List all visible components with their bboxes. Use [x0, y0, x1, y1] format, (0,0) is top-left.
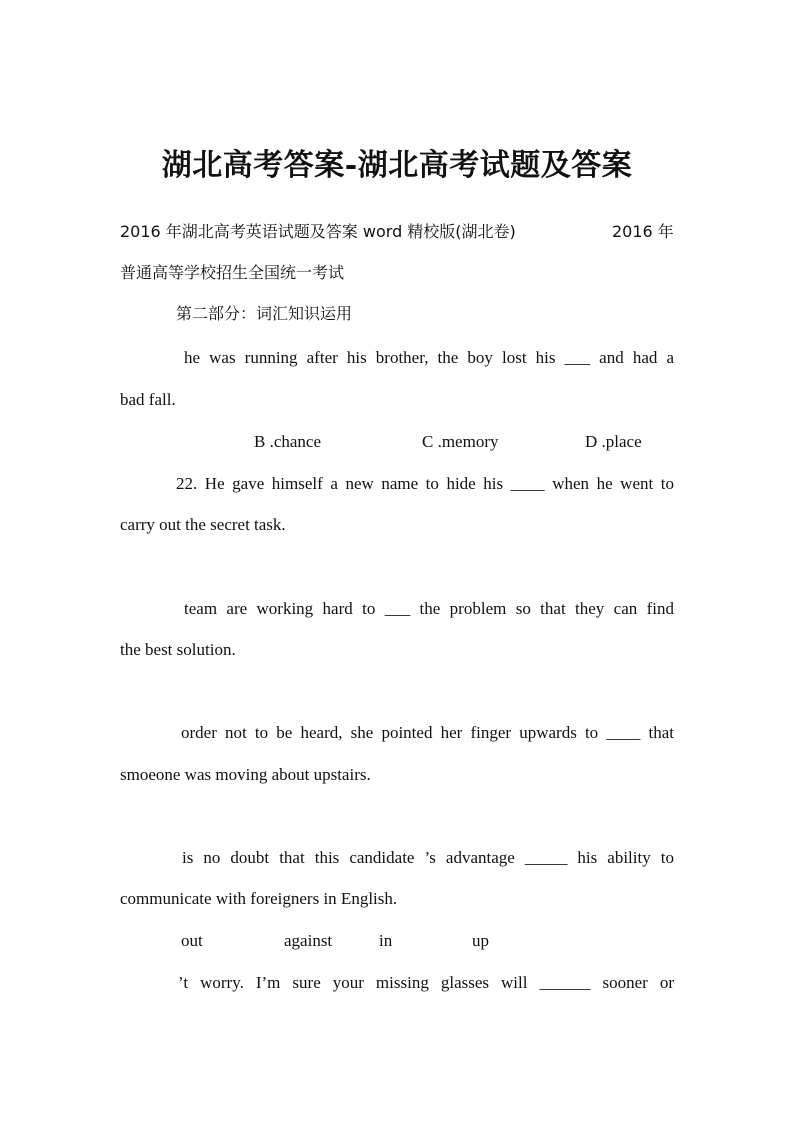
question-text: he was running after his brother, the boy lost his ___ and had a	[184, 348, 674, 367]
option-b: against	[284, 931, 333, 950]
option-d: D .place	[585, 432, 642, 451]
option-d: up	[472, 931, 489, 950]
question-text-continued: the best solution.	[120, 640, 236, 659]
question-text-continued: communicate with foreigners in English.	[120, 889, 398, 908]
question-text-continued: smoeone was moving about upstairs.	[120, 765, 371, 784]
question-text-continued: carry out the secret task.	[120, 515, 286, 534]
question-text: 22. He gave himself a new name to hide his ____ when he went to	[176, 474, 674, 493]
intro-line-1: 2016 年湖北高考英语试题及答案 word 精校版(湖北卷)	[120, 222, 516, 241]
option-c: in	[379, 931, 393, 950]
option-b: B .chance	[254, 432, 322, 451]
question-text: order not to be heard, she pointed her finger upwards to ____ that	[181, 723, 674, 742]
question-text-continued: bad fall.	[120, 390, 176, 409]
intro-line-1-year: 2016 年	[612, 222, 674, 241]
question-text: ’t worry. I’m sure your missing glasses will ______ sooner or	[178, 973, 674, 992]
option-a: out	[181, 931, 203, 950]
question-text: team are working hard to ___ the problem so that they can find	[184, 599, 674, 618]
intro-line-2: 普通高等学校招生全国统一考试	[120, 263, 345, 282]
section-heading: 第二部分：词汇知识运用	[176, 304, 353, 323]
question-text: is no doubt that this candidate ’s advantage _____ his ability to	[182, 848, 674, 867]
option-c: C .memory	[422, 432, 499, 451]
page-title: 湖北高考答案-湖北高考试题及答案	[161, 148, 633, 183]
